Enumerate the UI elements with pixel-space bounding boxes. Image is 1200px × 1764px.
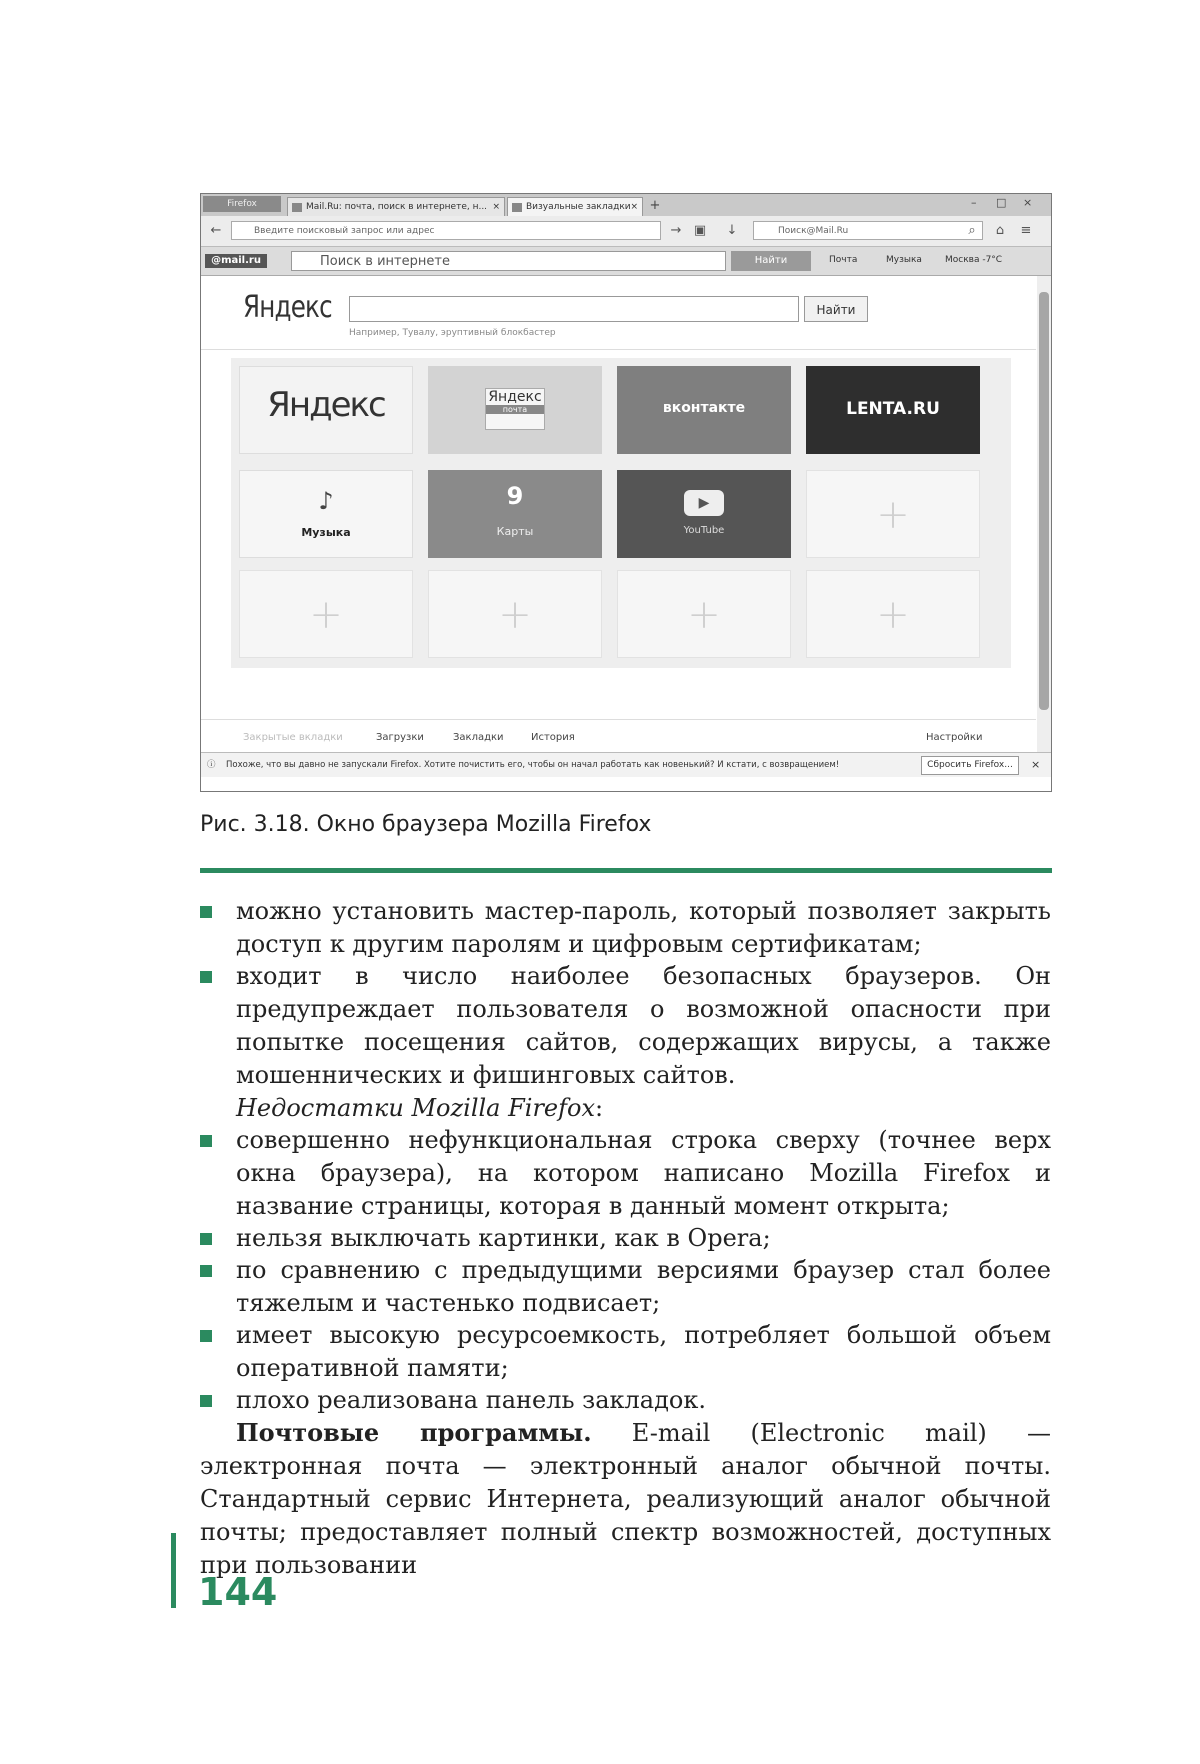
empty-tile[interactable] — [428, 570, 602, 658]
search-icon[interactable]: ⌕ — [968, 223, 976, 238]
disadvantage-item: совершенно нефункциональная строка сверху (точнее верх окна браузера), на котором написано Mozilla Firefox и название страницы, которая в данный момент открыта; — [236, 1126, 1051, 1220]
tile-title: Яндекс — [488, 389, 542, 405]
tile-yandex[interactable] — [239, 366, 413, 454]
empty-tile[interactable] — [806, 470, 980, 558]
mail-programs-text: E-mail (Electronic mail) — электронная почта — электронный аналог обычной почты. Стандартный сервис Интернета, реализующий аналог обычной почты; предоставляет полный спектр возможностей, доступных при пользовании — [200, 1419, 1051, 1579]
settings-link[interactable]: Настройки — [926, 732, 983, 743]
browser-screenshot — [200, 193, 1052, 792]
tile-label: Музыка — [301, 526, 351, 539]
divider — [201, 349, 1036, 350]
reset-firefox-button[interactable]: Сбросить Firefox... — [921, 756, 1019, 775]
screenshot-icon[interactable]: ▣ — [693, 223, 707, 238]
figure-caption: Рис. 3.18. Окно браузера Mozilla Firefox — [200, 812, 652, 837]
cons-heading-text: Недостатки Mozilla Firefox — [236, 1094, 595, 1122]
map-pin-icon: 9 — [506, 482, 524, 510]
tile-vkontakte[interactable] — [617, 366, 791, 454]
home-icon[interactable]: ⌂ — [995, 223, 1005, 238]
mail-link[interactable]: Почта — [829, 255, 858, 265]
tile-label — [485, 388, 545, 430]
info-icon: ⓘ — [207, 760, 216, 770]
history-link[interactable]: История — [531, 732, 575, 743]
tile-label: LENTA.RU — [846, 399, 940, 419]
downloads-link[interactable]: Загрузки — [376, 732, 424, 743]
plus-icon: + — [687, 592, 721, 638]
bullet-icon — [200, 1395, 212, 1407]
mail-ru-toolbar — [201, 247, 1051, 276]
advantage-item: входит в число наиболее безопасных браузеров. Он предупреждает пользователя о возможной опасности при попытке посещения сайтов, содержащих вирусы, а также мошеннических и фишинговых сайтов. — [236, 962, 1051, 1089]
back-arrow-icon[interactable]: ← — [210, 223, 222, 238]
disadvantage-item: по сравнению с предыдущими версиями браузер стал более тяжелым и частенько подвисает; — [236, 1256, 1051, 1317]
tile-label: Яндекс — [267, 385, 385, 425]
empty-tile[interactable] — [806, 570, 980, 658]
mail-ru-logo[interactable]: @mail.ru — [205, 254, 267, 268]
cons-heading-colon: : — [594, 1094, 604, 1122]
url-placeholder: Введите поисковый запрос или адрес — [254, 226, 435, 236]
tab-close-icon[interactable]: × — [630, 202, 638, 212]
notification-bar — [201, 752, 1051, 777]
tab-bar — [201, 194, 1051, 216]
section-rule — [200, 868, 1052, 873]
new-tab-button[interactable]: + — [649, 198, 661, 213]
navigation-bar — [201, 216, 1051, 247]
tile-label: Карты — [496, 525, 534, 538]
speed-dial-grid — [231, 358, 1011, 668]
firefox-menu-button[interactable]: Firefox — [203, 196, 281, 212]
plus-icon: + — [876, 492, 910, 538]
mail-search-placeholder: Поиск в интернете — [320, 254, 450, 269]
bookmarks-link[interactable]: Закладки — [453, 732, 504, 743]
plus-icon: + — [876, 592, 910, 638]
favicon-icon — [292, 203, 302, 212]
mail-programs-paragraph — [200, 1416, 1051, 1582]
bullet-icon — [200, 1265, 212, 1277]
bullet-icon — [200, 1233, 212, 1245]
reload-icon[interactable]: → — [670, 223, 682, 238]
yandex-search-hint: Например, Тувалу, эруптивный блокбастер — [349, 328, 556, 338]
mail-programs-term: Почтовые программы. — [236, 1418, 592, 1447]
disadvantage-item: имеет высокую ресурсоемкость, потребляет большой объем оперативной памяти; — [236, 1321, 1051, 1382]
page-number: 144 — [198, 1570, 278, 1614]
bullet-icon — [200, 906, 212, 918]
maximize-icon[interactable]: □ — [996, 196, 1007, 209]
tile-youtube[interactable] — [617, 470, 791, 558]
closed-tabs-link[interactable]: Закрытые вкладки — [243, 732, 343, 743]
plus-icon: + — [309, 592, 343, 638]
play-icon: ▶ — [684, 490, 724, 516]
tab-title: Визуальные закладки — [526, 202, 631, 212]
plus-icon: + — [498, 592, 532, 638]
empty-tile[interactable] — [617, 570, 791, 658]
disadvantage-item: нельзя выключать картинки, как в Opera; — [236, 1224, 771, 1252]
music-note-icon: ♪ — [318, 487, 334, 515]
scrollbar-thumb[interactable] — [1039, 292, 1049, 710]
music-link[interactable]: Музыка — [886, 255, 922, 265]
bullet-icon — [200, 1330, 212, 1342]
menu-icon[interactable]: ≡ — [1020, 223, 1032, 238]
cons-heading — [236, 1092, 1051, 1125]
notification-text: Похоже, что вы давно не запускали Firefox. Хотите почистить его, чтобы он начал работать как новенький? И кстати, с возвращением! — [226, 760, 840, 770]
disadvantage-item: плохо реализована панель закладок. — [236, 1386, 706, 1414]
tab-visual-bookmarks[interactable] — [507, 197, 643, 216]
yandex-search-input[interactable] — [349, 296, 799, 322]
empty-tile[interactable] — [239, 570, 413, 658]
tile-label: вконтакте — [662, 400, 746, 416]
yandex-find-button[interactable]: Найти — [804, 296, 868, 322]
mail-search-input[interactable] — [291, 251, 726, 271]
tile-lenta-ru[interactable] — [806, 366, 980, 454]
tile-maps[interactable] — [428, 470, 602, 558]
close-notification-icon[interactable]: × — [1031, 758, 1041, 771]
page-number-bar — [171, 1533, 176, 1608]
url-input[interactable] — [231, 221, 661, 240]
mail-find-button[interactable]: Найти — [731, 251, 811, 271]
download-icon[interactable]: ↓ — [726, 223, 738, 238]
tab-mail-ru[interactable] — [287, 197, 505, 216]
search-placeholder: Поиск@Mail.Ru — [778, 226, 849, 236]
weather-link[interactable]: Москва -7°C — [945, 255, 1003, 265]
search-input[interactable] — [753, 221, 983, 240]
tile-label: YouTube — [683, 525, 725, 536]
advantage-item: можно установить мастер-пароль, который позволяет закрыть доступ к другим паролям и цифровым сертификатам; — [236, 897, 1051, 958]
favicon-icon — [512, 203, 522, 212]
tile-sublabel: почта — [486, 405, 544, 414]
page-content — [201, 276, 1036, 736]
bullet-icon — [200, 971, 212, 983]
tab-close-icon[interactable]: × — [492, 202, 500, 212]
close-window-icon[interactable]: × — [1023, 196, 1033, 209]
yandex-logo[interactable]: Яндекс — [243, 290, 332, 325]
tile-yandex-mail[interactable] — [428, 366, 602, 454]
bottom-bar — [201, 719, 1036, 753]
bullet-icon — [200, 1135, 212, 1147]
minimize-icon[interactable]: – — [971, 196, 977, 209]
tab-title: Mail.Ru: почта, поиск в интернете, н... — [306, 202, 488, 212]
tile-music[interactable] — [239, 470, 413, 558]
